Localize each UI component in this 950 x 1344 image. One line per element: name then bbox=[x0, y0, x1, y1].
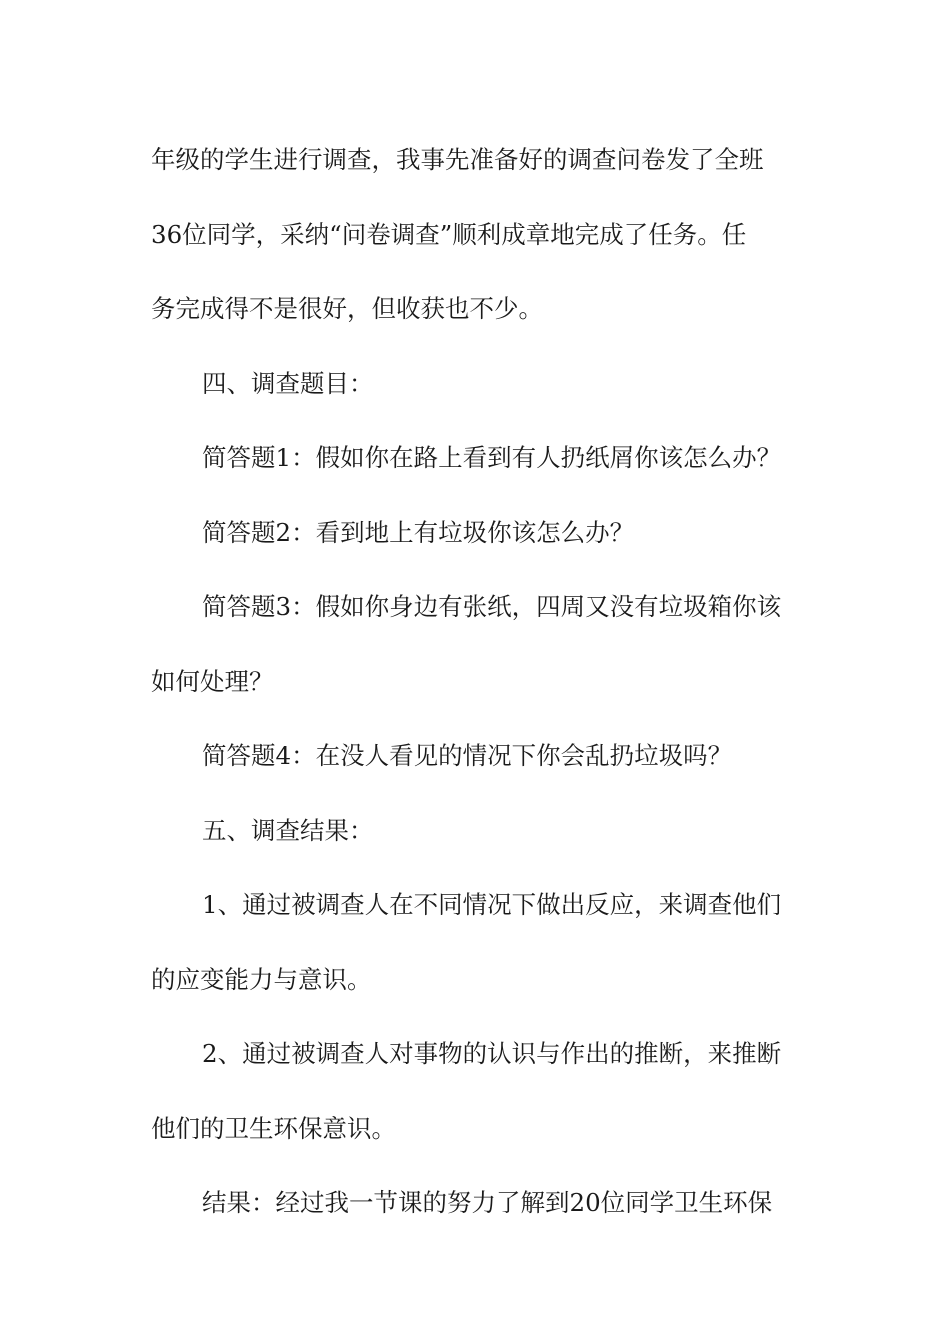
section-heading: 五、调查结果： bbox=[202, 815, 374, 845]
text-line: 36位同学，采纳“问卷调查”顺利成章地完成了任务。任 bbox=[151, 219, 747, 249]
text-line: 如何处理？ bbox=[151, 666, 274, 696]
section-heading: 四、调查题目： bbox=[202, 368, 374, 398]
result-summary: 结果：经过我一节课的努力了解到20位同学卫生环保 bbox=[202, 1188, 773, 1217]
question-line: 简答题4：在没人看见的情况下你会乱扔垃圾吗？ bbox=[202, 741, 733, 770]
document-body bbox=[151, 123, 806, 1241]
text-line: 年级的学生进行调查，我事先准备好的调查问卷发了全班 bbox=[151, 145, 764, 174]
result-item: 2、通过被调查人对事物的认识与作出的推断，来推断 bbox=[202, 1039, 782, 1068]
text-line: 的应变能力与意识。 bbox=[151, 964, 372, 994]
text-line: 他们的卫生环保意识。 bbox=[151, 1113, 396, 1143]
result-item: 1、通过被调查人在不同情况下做出反应，来调查他们 bbox=[202, 890, 782, 919]
question-line: 简答题1：假如你在路上看到有人扔纸屑你该怎么办？ bbox=[202, 443, 782, 472]
question-line: 简答题2：看到地上有垃圾你该怎么办？ bbox=[202, 517, 635, 547]
text-line: 务完成得不是很好，但收获也不少。 bbox=[151, 294, 543, 323]
question-line: 简答题3：假如你身边有张纸，四周又没有垃圾箱你该 bbox=[202, 592, 782, 621]
